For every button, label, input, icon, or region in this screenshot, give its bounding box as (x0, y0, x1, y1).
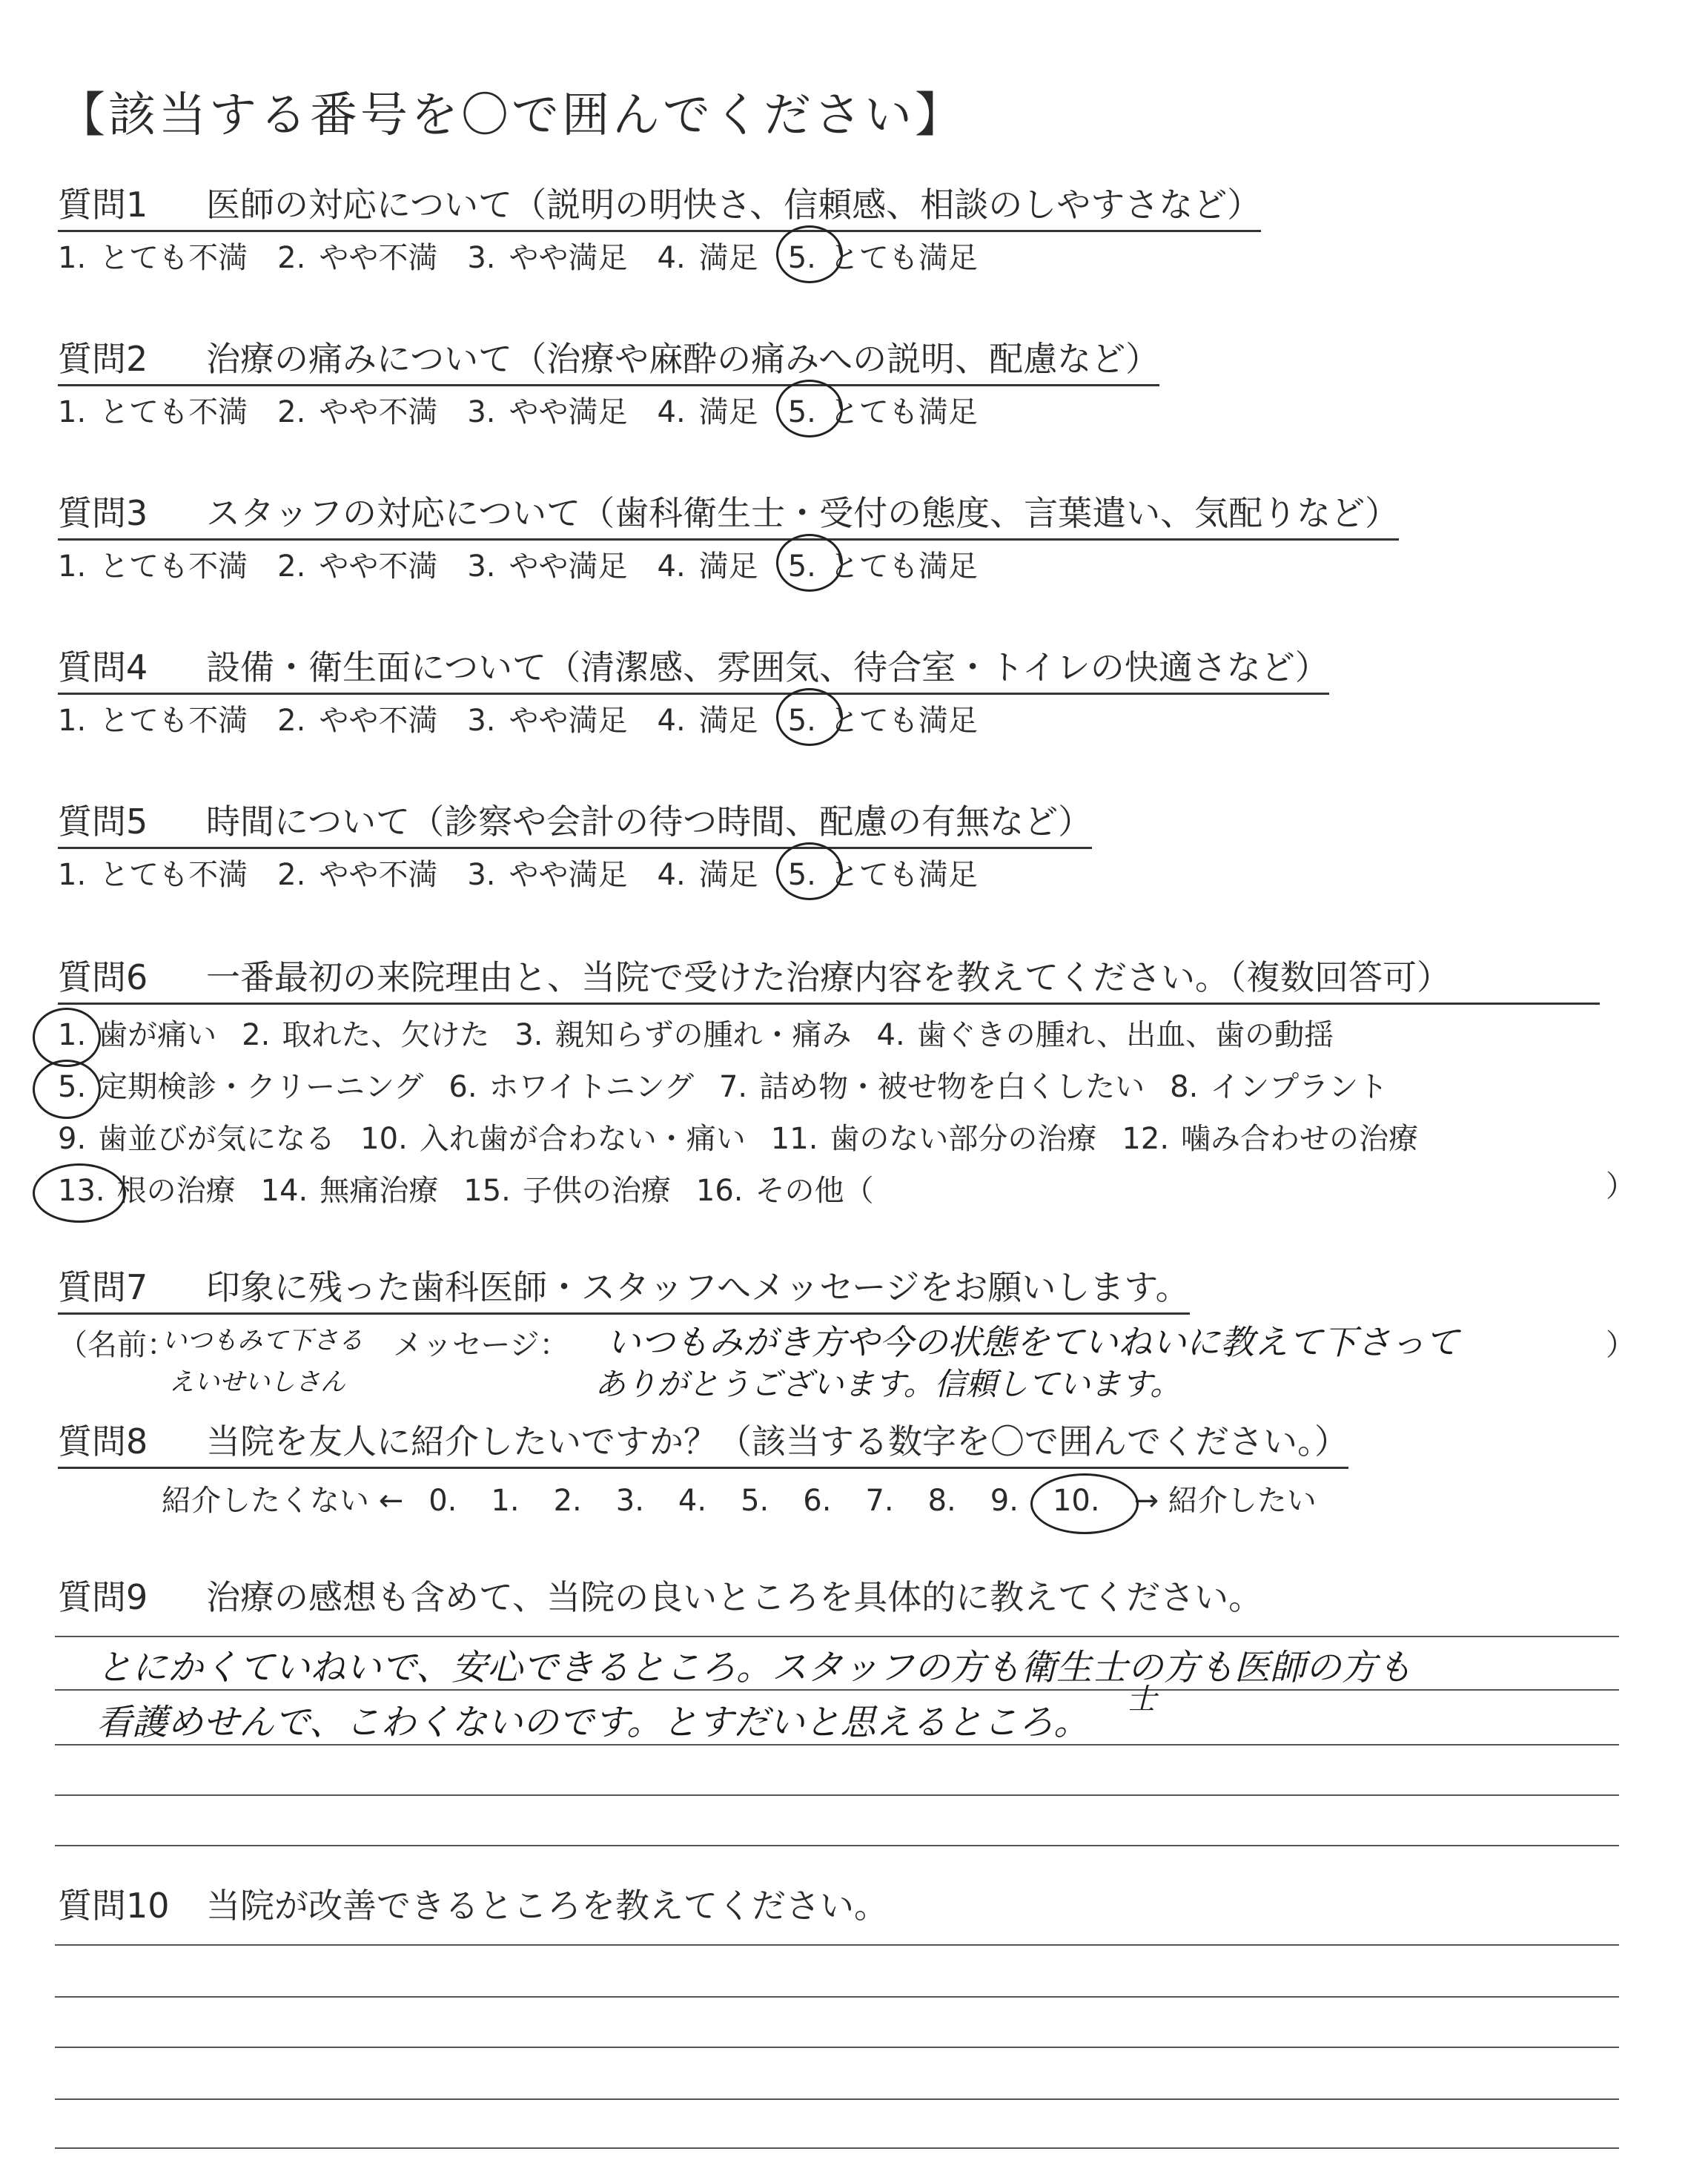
selection-circle (33, 1008, 101, 1067)
scale-option[interactable] (467, 697, 627, 739)
option-label: 歯のない部分の治療 (830, 1122, 1097, 1156)
option-label: インプラント (1210, 1070, 1388, 1104)
reason-option[interactable] (1122, 1122, 1418, 1156)
option-number: 10. (360, 1122, 408, 1156)
recommend-option[interactable]: 9. (990, 1484, 1019, 1518)
reason-option[interactable] (58, 1018, 216, 1052)
scale-option[interactable] (277, 389, 437, 431)
scale-option[interactable] (467, 389, 627, 431)
question-text: 当院を友人に紹介したいですか？（該当する数字を〇で囲んでください。） (206, 1421, 1348, 1462)
option-number: 16. (695, 1174, 744, 1208)
question-1 (58, 178, 1622, 275)
option-label: 詰め物・被せ物を白くしたい (759, 1070, 1145, 1104)
reason-option[interactable] (719, 1070, 1145, 1104)
option-label: やや不満 (319, 395, 438, 429)
recommend-option[interactable]: 1. (491, 1484, 520, 1518)
option-label: 入れ歯が合わない・痛い (419, 1122, 746, 1156)
question-title (58, 951, 1600, 1005)
question-text: スタッフの対応について（歯科衛生士・受付の態度、言葉遣い、気配りなど） (206, 493, 1400, 533)
scale-option[interactable] (658, 851, 758, 894)
question-9 (58, 1571, 1622, 1619)
message-handwriting: いつもみがき方や今の状態をていねいに教えて下さって (606, 1322, 1459, 1362)
option-number: 3. (514, 1018, 543, 1052)
question-8 (58, 1415, 1622, 1518)
question-text: 医師の対応について（説明の明快さ、信頼感、相談のしやすさなど） (206, 185, 1262, 225)
option-label: やや満足 (509, 704, 628, 738)
scale-option[interactable] (467, 543, 627, 585)
page-header: 【該当する番号を〇で囲んでください】 (58, 88, 965, 143)
close-paren: ） (1606, 1328, 1635, 1362)
scale-option[interactable] (277, 697, 437, 739)
option-label: 満足 (698, 858, 758, 892)
scale-option[interactable] (58, 543, 248, 585)
reason-option[interactable] (58, 1122, 335, 1156)
option-number: 5. (787, 858, 816, 892)
option-label: やや満足 (509, 549, 628, 584)
reason-option[interactable] (771, 1122, 1097, 1156)
question-5 (58, 795, 1622, 892)
answer-line (55, 2147, 1619, 2149)
answer-handwriting: とにかくていねいで、安心できるところ。スタッフの方も衛生士の方も医師の方も (96, 1647, 1413, 1688)
option-number: 5. (58, 1070, 87, 1104)
answer-line (55, 1794, 1619, 1796)
option-number: 5. (787, 241, 816, 275)
reason-option[interactable] (696, 1174, 874, 1208)
reason-row (58, 1115, 1443, 1157)
reason-option[interactable] (448, 1070, 694, 1104)
answer-line (55, 1636, 1619, 1637)
option-number: 6. (448, 1070, 477, 1104)
question-number: 質問6 (58, 957, 148, 997)
option-label: 歯ぐきの腫れ、出血、歯の動揺 (916, 1018, 1334, 1052)
selection-circle (776, 688, 843, 746)
option-number: 2. (277, 241, 306, 275)
option-number: 15. (463, 1174, 511, 1208)
answer-line (55, 1845, 1619, 1846)
option-number: 8. (1170, 1070, 1199, 1104)
question-4 (58, 641, 1622, 738)
recommend-option[interactable]: 7. (865, 1484, 894, 1518)
option-label: 子供の治療 (522, 1174, 671, 1208)
recommend-scale (162, 1477, 1317, 1519)
option-number: 4. (657, 549, 686, 584)
scale-option[interactable] (788, 234, 978, 277)
question-6 (58, 951, 1635, 1208)
scale-option[interactable] (788, 851, 978, 894)
option-number: 3. (467, 395, 496, 429)
recommend-option[interactable]: 4. (678, 1484, 707, 1518)
scale-option[interactable] (58, 389, 248, 431)
question-title (58, 1571, 1622, 1619)
option-number: 2. (277, 395, 306, 429)
option-number: 9. (58, 1122, 87, 1156)
recommend-option[interactable]: 10. (1053, 1484, 1100, 1518)
question-text: 印象に残った歯科医師・スタッフへメッセージをお願いします。 (206, 1267, 1190, 1307)
question-number: 質問4 (58, 647, 148, 687)
reason-option[interactable] (261, 1174, 439, 1208)
option-label: とても満足 (829, 395, 978, 429)
option-label: 満足 (698, 395, 758, 429)
scale-option[interactable] (788, 389, 978, 431)
scale-option[interactable] (58, 234, 248, 277)
scale-option[interactable] (467, 851, 627, 894)
option-label: とても不満 (99, 549, 248, 584)
right-label: → 紹介したい (1133, 1484, 1317, 1518)
scale-option[interactable] (658, 697, 758, 739)
question-number: 質問10 (58, 1886, 170, 1926)
option-label: やや不満 (319, 858, 438, 892)
name-label: （名前： (58, 1328, 176, 1362)
option-number: 14. (260, 1174, 308, 1208)
name-handwriting: えいせいしさん (169, 1367, 345, 1397)
option-label: 満足 (698, 549, 758, 584)
option-label: 噛み合わせの治療 (1181, 1122, 1419, 1156)
question-text: 当院が改善できるところを教えてください。 (206, 1886, 888, 1926)
scale-option[interactable] (277, 851, 437, 894)
option-number: 3. (467, 704, 496, 738)
option-number: 13. (58, 1174, 105, 1208)
option-label: やや不満 (319, 549, 438, 584)
option-number: 1. (58, 858, 87, 892)
selection-circle (776, 380, 843, 437)
option-number: 2. (277, 858, 306, 892)
message-handwriting: ありがとうございます。信頼しています。 (595, 1366, 1182, 1402)
question-number: 質問7 (58, 1267, 148, 1307)
question-number: 質問1 (58, 185, 148, 225)
question-text: 治療の痛みについて（治療や麻酔の痛みへの説明、配慮など） (206, 339, 1160, 379)
question-title (58, 1415, 1348, 1469)
question-text: 治療の感想も含めて、当院の良いところを具体的に教えてください。 (206, 1577, 1263, 1617)
option-label: とても満足 (829, 549, 978, 584)
reason-option[interactable] (877, 1018, 1334, 1052)
scale-option[interactable] (658, 234, 758, 277)
scale-option[interactable] (277, 543, 437, 585)
question-title (58, 795, 1092, 849)
question-number: 質問5 (58, 802, 148, 842)
option-number: 5. (787, 704, 816, 738)
recommend-option[interactable]: 5. (741, 1484, 769, 1518)
answer-line (55, 1996, 1619, 1998)
option-label: やや不満 (319, 704, 438, 738)
option-number: 3. (467, 241, 496, 275)
reason-option[interactable] (360, 1122, 746, 1156)
question-7 (58, 1261, 1635, 1402)
option-number: 4. (657, 704, 686, 738)
question-title (58, 486, 1399, 541)
reason-row (58, 1063, 1413, 1106)
option-label: とても満足 (829, 858, 978, 892)
scale-option[interactable] (788, 543, 978, 585)
option-number: 1. (58, 549, 87, 584)
question-text: 設備・衛生面について（清潔感、雰囲気、待合室・トイレの快適さなど） (206, 647, 1329, 687)
answer-line (55, 1944, 1619, 1946)
question-text: 時間について（診察や会計の待つ時間、配慮の有無など） (206, 802, 1093, 842)
option-number: 11. (770, 1122, 818, 1156)
reason-option[interactable] (58, 1070, 423, 1104)
option-label: やや満足 (509, 395, 628, 429)
correction-handwriting: 士 (1127, 1682, 1156, 1717)
scale-option[interactable] (58, 697, 248, 739)
recommend-option[interactable]: 0. (428, 1484, 457, 1518)
selection-circle (776, 842, 843, 900)
scale-options (58, 234, 1007, 277)
option-label: 親知らずの腫れ・痛み (555, 1018, 852, 1052)
option-label: とても満足 (829, 704, 978, 738)
option-number: 1. (58, 704, 87, 738)
option-number: 4. (657, 858, 686, 892)
selection-circle (33, 1163, 126, 1223)
close-paren: ） (1606, 1169, 1635, 1203)
reason-option[interactable] (1170, 1070, 1388, 1104)
name-handwriting: いつもみて下さる (162, 1326, 363, 1355)
option-number: 7. (718, 1070, 748, 1104)
option-number: 3. (467, 858, 496, 892)
selection-circle (1030, 1473, 1139, 1534)
option-label: 歯並びが気になる (98, 1122, 336, 1156)
option-number: 4. (876, 1018, 905, 1052)
option-number: 2. (277, 704, 306, 738)
question-number: 質問9 (58, 1577, 148, 1617)
option-number: 5. (787, 549, 816, 584)
question-number: 質問3 (58, 493, 148, 533)
question-10 (58, 1879, 1622, 1928)
scale-option[interactable] (277, 234, 437, 277)
question-title (58, 1879, 1622, 1928)
answer-handwriting: 看護めせんで、こわくないのです。とすだいと思えるところ。 (96, 1702, 1090, 1743)
question-number: 質問2 (58, 339, 148, 379)
answer-line (55, 2047, 1619, 2048)
scale-options (58, 697, 1007, 739)
question-title (58, 1261, 1190, 1315)
option-number: 12. (1122, 1122, 1170, 1156)
scale-option[interactable] (467, 234, 627, 277)
selection-circle (776, 534, 843, 592)
question-3 (58, 486, 1622, 584)
question-title (58, 332, 1159, 386)
scale-options (58, 543, 1007, 585)
question-title (58, 178, 1261, 232)
option-label: ホワイトニング (489, 1070, 694, 1104)
option-label: 満足 (698, 704, 758, 738)
option-number: 5. (787, 395, 816, 429)
option-label: やや満足 (509, 858, 628, 892)
scale-options (58, 851, 1007, 894)
option-number: 4. (657, 395, 686, 429)
option-label: 根の治療 (116, 1174, 236, 1208)
option-label: とても不満 (99, 241, 248, 275)
recommend-option[interactable]: 8. (927, 1484, 956, 1518)
option-number: 1. (58, 1018, 87, 1052)
left-label: 紹介したくない ← (162, 1484, 404, 1518)
recommend-option[interactable]: 3. (615, 1484, 644, 1518)
selection-circle (776, 225, 843, 283)
option-label: やや不満 (319, 241, 438, 275)
scale-option[interactable] (58, 851, 248, 894)
question-text: 一番最初の来院理由と、当院で受けた治療内容を教えてください。（複数回答可） (206, 957, 1451, 997)
reason-row (58, 1011, 1359, 1054)
option-label: やや満足 (509, 241, 628, 275)
option-label: その他（ (755, 1174, 874, 1208)
recommend-option[interactable]: 6. (803, 1484, 832, 1518)
scale-option[interactable] (788, 697, 978, 739)
question-title (58, 641, 1329, 695)
message-label: メッセージ： (393, 1328, 569, 1362)
question-2 (58, 332, 1622, 429)
option-label: 定期検診・クリーニング (98, 1070, 424, 1104)
option-number: 1. (58, 241, 87, 275)
reason-row (58, 1167, 899, 1209)
recommend-option[interactable]: 2. (553, 1484, 582, 1518)
scale-options (58, 389, 1007, 431)
selection-circle (33, 1060, 101, 1119)
option-label: とても不満 (99, 395, 248, 429)
reason-option[interactable] (58, 1174, 236, 1208)
question-number: 質問8 (58, 1421, 148, 1462)
option-number: 2. (277, 549, 306, 584)
reason-option[interactable] (242, 1018, 489, 1052)
answer-line (55, 2098, 1619, 2100)
scale-option[interactable] (658, 543, 758, 585)
option-label: 満足 (698, 241, 758, 275)
option-number: 1. (58, 395, 87, 429)
reason-option[interactable] (463, 1174, 671, 1208)
option-label: 取れた、欠けた (282, 1018, 490, 1052)
option-label: とても不満 (99, 704, 248, 738)
reason-option[interactable] (514, 1018, 851, 1052)
option-number: 2. (242, 1018, 271, 1052)
option-number: 4. (657, 241, 686, 275)
option-label: とても不満 (99, 858, 248, 892)
scale-option[interactable] (658, 389, 758, 431)
option-number: 3. (467, 549, 496, 584)
option-label: 無痛治療 (320, 1174, 439, 1208)
option-label: 歯が痛い (98, 1018, 217, 1052)
option-label: とても満足 (829, 241, 978, 275)
